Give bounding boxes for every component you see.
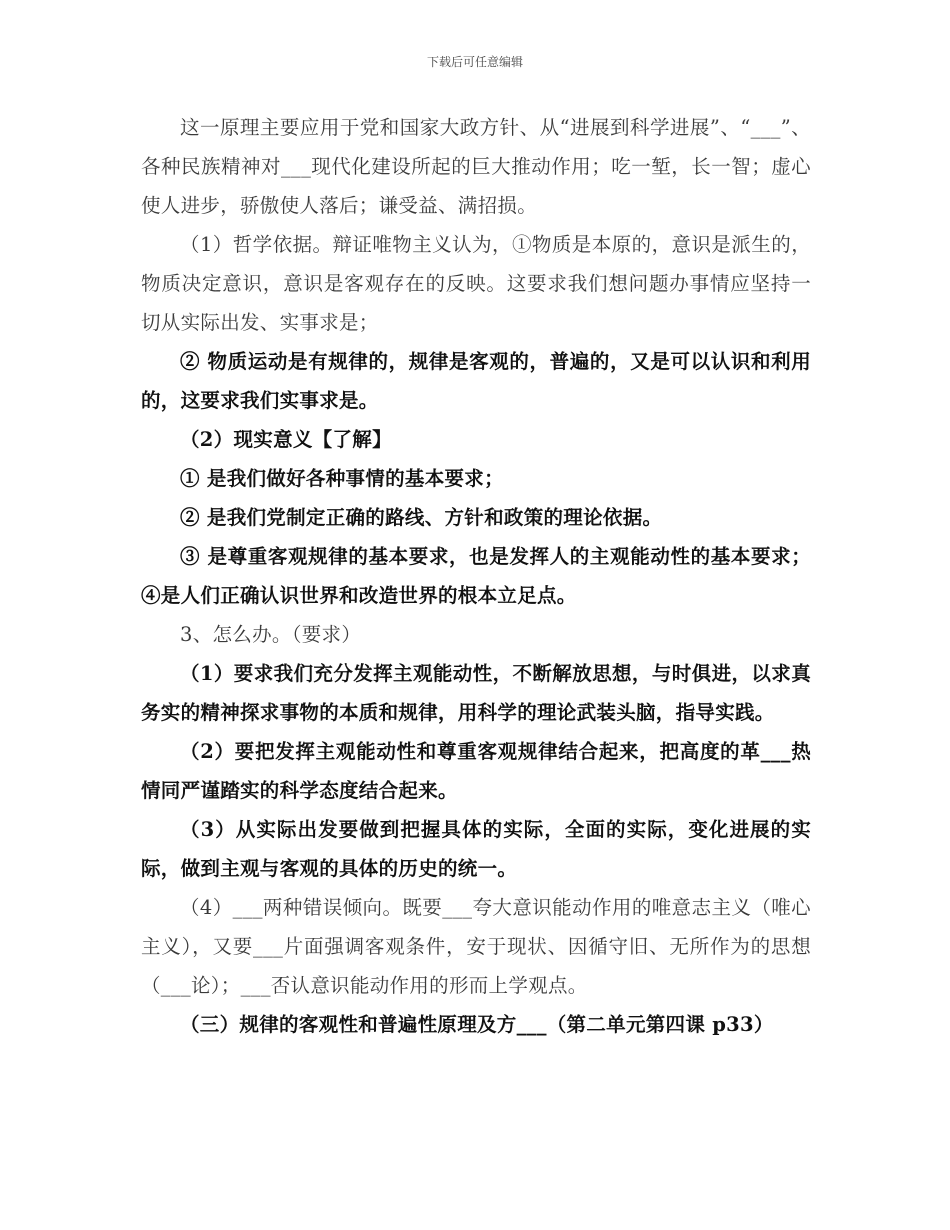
section-heading-objectivity: （三）规律的客观性和普遍性原理及方___（第二单元第四课 p33） bbox=[180, 1013, 774, 1036]
list-item-significance-3: ③ 是尊重客观规律的基本要求，也是发挥人的主观能动性的基本要求；④是人们正确认识世界和改造世界的根本立足点。 bbox=[141, 545, 811, 607]
heading-practical-significance: （2）现实意义【了解】 bbox=[180, 428, 392, 451]
heading-what-to-do: 3、怎么办。（要求） bbox=[180, 623, 362, 646]
paragraph-material-motion: ② 物质运动是有规律的，规律是客观的，普遍的，又是可以认识和利用的，这要求我们实事求是。 bbox=[141, 350, 811, 412]
paragraph-principle-application: 这一原理主要应用于党和国家大政方针、从“进展到科学进展”、“___”、各种民族精神对___现代化建设所起的巨大推动作用；吃一堑，长一智；虚心使人进步，骄傲使人落后；谦受益、满招损。 bbox=[141, 116, 811, 217]
paragraph-requirement-3: （3）从实际出发要做到把握具体的实际，全面的实际，变化进展的实际，做到主观与客观的具体的历史的统一。 bbox=[141, 818, 811, 880]
list-item-significance-1: ① 是我们做好各种事情的基本要求； bbox=[180, 467, 504, 490]
paragraph-requirement-1: （1）要求我们充分发挥主观能动性，不断解放思想，与时俱进，以求真务实的精神探求事物的本质和规律，用科学的理论武装头脑，指导实践。 bbox=[141, 662, 811, 724]
page-header: 下载后可任意编辑 bbox=[426, 55, 523, 69]
paragraph-philosophical-basis: （1）哲学依据。辩证唯物主义认为，①物质是本原的，意识是派生的，物质决定意识，意识是客观存在的反映。这要求我们想问题办事情应坚持一切从实际出发、实事求是； bbox=[141, 233, 811, 334]
list-item-significance-2: ② 是我们党制定正确的路线、方针和政策的理论依据。 bbox=[180, 506, 663, 529]
document-body bbox=[141, 108, 811, 1044]
paragraph-requirement-2: （2）要把发挥主观能动性和尊重客观规律结合起来，把高度的革___热情同严谨踏实的科学态度结合起来。 bbox=[141, 740, 811, 802]
paragraph-requirement-4: （4）___两种错误倾向。既要___夸大意识能动作用的唯意志主义（唯心主义），又要___片面强调客观条件，安于现状、因循守旧、无所作为的思想（___论）；___否认意识能动作用的形而上学观点。 bbox=[141, 896, 811, 997]
